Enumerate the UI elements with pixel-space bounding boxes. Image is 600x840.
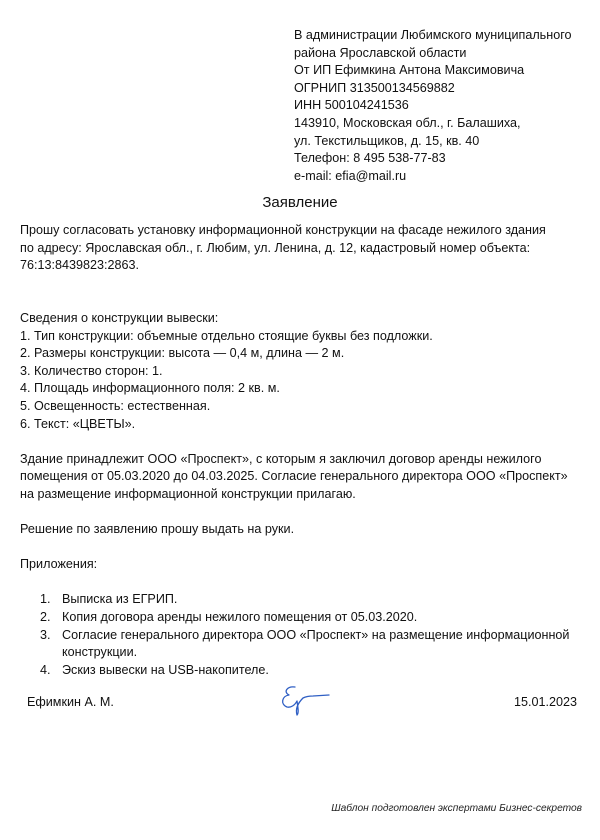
attachment-number: 1.	[40, 592, 51, 607]
attachment-number: 3.	[40, 627, 51, 642]
header-line: Телефон: 8 495 538-77-83	[294, 151, 446, 166]
request-paragraph	[20, 222, 588, 275]
header-line: ИНН 500104241536	[294, 98, 409, 113]
header-line: От ИП Ефимкина Антона Максимовича	[294, 63, 525, 78]
header-line: 143910, Московская обл., г. Балашиха,	[294, 115, 521, 130]
attachment-line: Эскиз вывески на USB-накопителе.	[62, 662, 269, 677]
header-line: e-mail: efia@mail.ru	[294, 168, 407, 183]
attachment-line: Согласие генерального директора ООО «Проспект» на размещение информационной	[62, 627, 570, 642]
attachment-item	[20, 627, 588, 662]
details-item: 1. Тип конструкции: объемные отдельно стоящие буквы без подложки.	[20, 328, 433, 343]
details-heading: Сведения о конструкции вывески:	[20, 310, 219, 325]
attachment-text	[62, 627, 588, 662]
details-section	[20, 310, 588, 433]
footer-note: Шаблон подготовлен экспертами Бизнес-секретов	[331, 803, 582, 814]
request-line: 76:13:8439823:2863.	[20, 258, 140, 273]
request-line: по адресу: Ярославская обл., г. Любим, ул. Ленина, д. 12, кадастровый номер объекта:	[20, 240, 531, 255]
attachment-text	[62, 662, 588, 680]
attachments-list	[20, 591, 588, 679]
attachment-line: Копия договора аренды нежилого помещения от 05.03.2020.	[62, 610, 418, 625]
attachment-line: конструкции.	[62, 645, 138, 660]
attachments-heading: Приложения:	[20, 557, 98, 572]
attachment-item	[20, 609, 588, 627]
attachment-number: 4.	[40, 662, 51, 677]
request-line: Прошу согласовать установку информационной конструкции на фасаде нежилого здания	[20, 223, 546, 237]
details-item: 2. Размеры конструкции: высота — 0,4 м, длина — 2 м.	[20, 346, 345, 361]
details-item: 5. Освещенность: естественная.	[20, 398, 211, 413]
header-line: района Ярославской области	[294, 45, 467, 60]
ownership-paragraph	[20, 451, 588, 504]
header-line: ОГРНИП 313500134569882	[294, 80, 455, 95]
signature-stroke	[283, 687, 329, 715]
attachment-item	[20, 662, 588, 680]
signer-name: Ефимкин А. М.	[27, 695, 114, 709]
attachment-text	[62, 609, 588, 627]
ownership-line: на размещение информационной конструкции прилагаю.	[20, 486, 356, 501]
details-item: 4. Площадь информационного поля: 2 кв. м.	[20, 381, 280, 396]
attachment-item	[20, 591, 588, 609]
header-line: В администрации Любимского муниципального	[294, 28, 572, 42]
ownership-line: Здание принадлежит ООО «Проспект», с которым я заключил договор аренды нежилого	[20, 451, 542, 466]
details-item: 3. Количество сторон: 1.	[20, 363, 163, 378]
attachment-line: Выписка из ЕГРИП.	[62, 592, 178, 607]
signature-date: 15.01.2023	[513, 695, 577, 709]
attachment-text	[62, 591, 588, 609]
attachment-number: 2.	[40, 610, 51, 625]
decision-paragraph: Решение по заявлению прошу выдать на руки.	[20, 522, 295, 537]
document-title: Заявление	[262, 194, 338, 211]
ownership-line: помещения от 05.03.2020 до 04.03.2025. Согласие генерального директора ООО «Проспект»	[20, 469, 568, 484]
handwritten-signature	[276, 684, 332, 716]
details-item: 6. Текст: «ЦВЕТЫ».	[20, 416, 136, 431]
addressee-block	[294, 27, 594, 185]
header-line: ул. Текстильщиков, д. 15, кв. 40	[294, 133, 480, 148]
document-body	[20, 222, 588, 679]
